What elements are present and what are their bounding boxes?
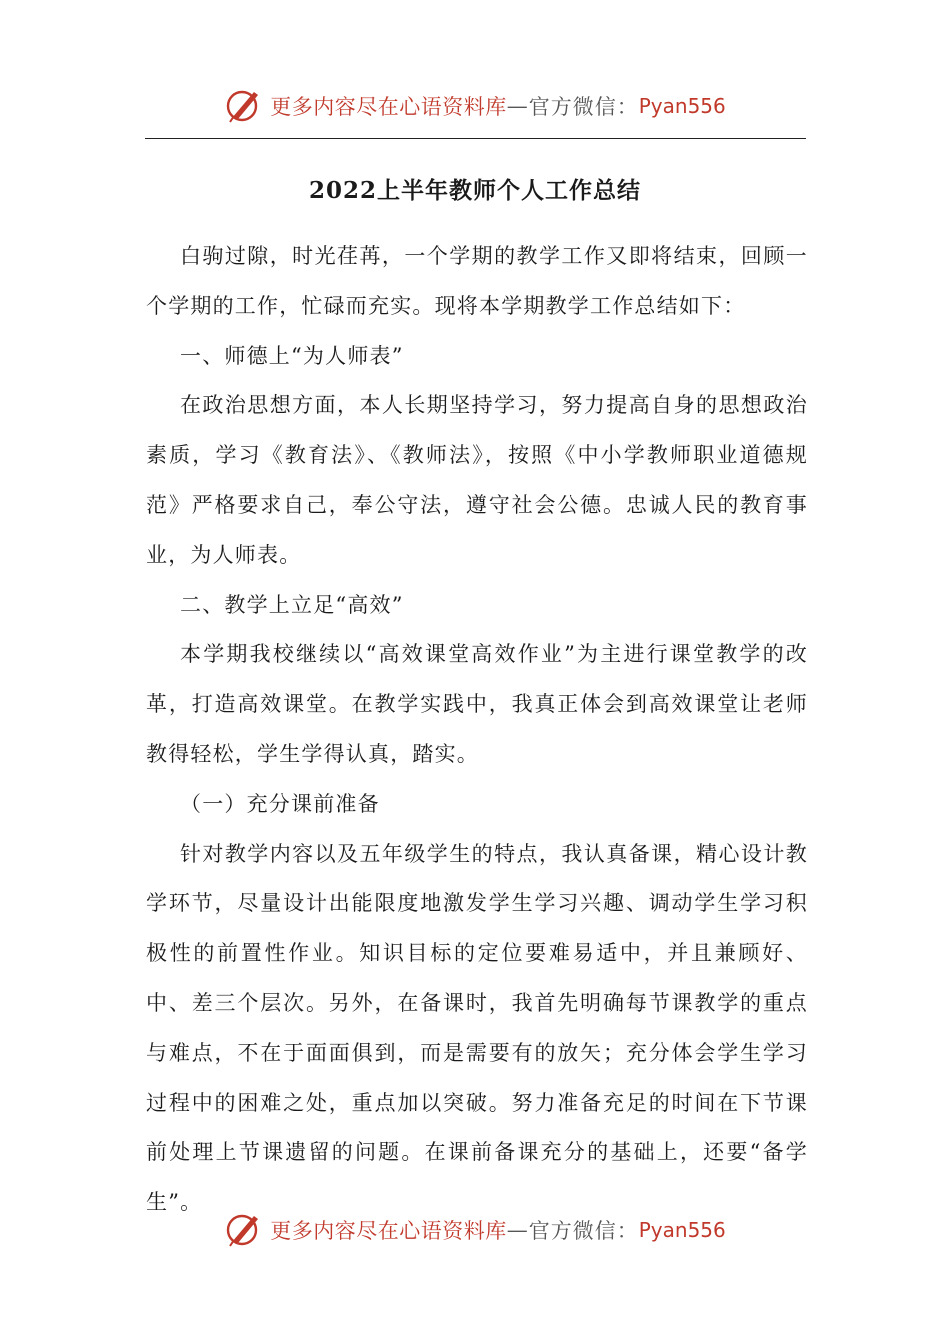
banner-dash: — <box>506 1218 529 1242</box>
document-title: 2022上半年教师个人工作总结 <box>308 177 641 204</box>
banner-official-label: 官方微信： <box>528 1219 639 1243</box>
subsection-heading-1: （一）充分课前准备 <box>180 791 380 816</box>
paragraph-ethics: 在政治思想方面，本人长期坚持学习，努力提高自身的思想政治素质，学习《教育法》、《教师法》，按照《中小学教师职业道德规范》严格要求自己，奉公守法，遵守社会公德。忠诚人民的教育事业，为人师表。 <box>146 393 808 567</box>
footer-watermark-banner <box>0 1208 950 1252</box>
paragraph-preparation: 针对教学内容以及五年级学生的特点，我认真备课，精心设计教学环节，尽量设计出能限度地激发学生学习兴趣、调动学生学习积极性的前置性作业。知识目标的定位要难易适中，并且兼顾好、中、差三个层次。另外，在备课时，我首先明确每节课教学的重点与难点，不在于面面俱到，而是需要有的放矢；充分体会学生学习过程中的困难之处，重点加以突破。努力准备充足的时间在下节课前处理上节课遗留的问题。在课前备课充分的基础上，还要“备学生”。 <box>146 841 808 1215</box>
quill-logo-icon <box>224 1210 264 1250</box>
banner-official-label: 官方微信： <box>528 95 639 119</box>
paragraph-intro: 白驹过隙，时光荏苒，一个学期的教学工作又即将结束，回顾一个学期的工作，忙碌而充实。现将本学期教学工作总结如下： <box>146 244 808 318</box>
header-divider <box>145 138 806 139</box>
section-heading-2: 二、教学上立足“高效” <box>180 592 404 617</box>
banner-brand-text: 更多内容尽在心语资料库 <box>270 95 507 119</box>
document-body <box>146 232 808 1228</box>
banner-brand-text: 更多内容尽在心语资料库 <box>270 1219 507 1243</box>
paragraph-efficiency: 本学期我校继续以“高效课堂高效作业”为主进行课堂教学的改革，打造高效课堂。在教学实践中，我真正体会到高效课堂让老师教得轻松，学生学得认真，踏实。 <box>146 642 808 766</box>
quill-logo-icon <box>224 86 264 126</box>
banner-handle: Pyan556 <box>638 1218 726 1242</box>
section-heading-1: 一、师德上“为人师表” <box>180 343 404 368</box>
banner-dash: — <box>506 94 529 118</box>
banner-handle: Pyan556 <box>638 94 726 118</box>
header-watermark-banner <box>0 84 950 128</box>
